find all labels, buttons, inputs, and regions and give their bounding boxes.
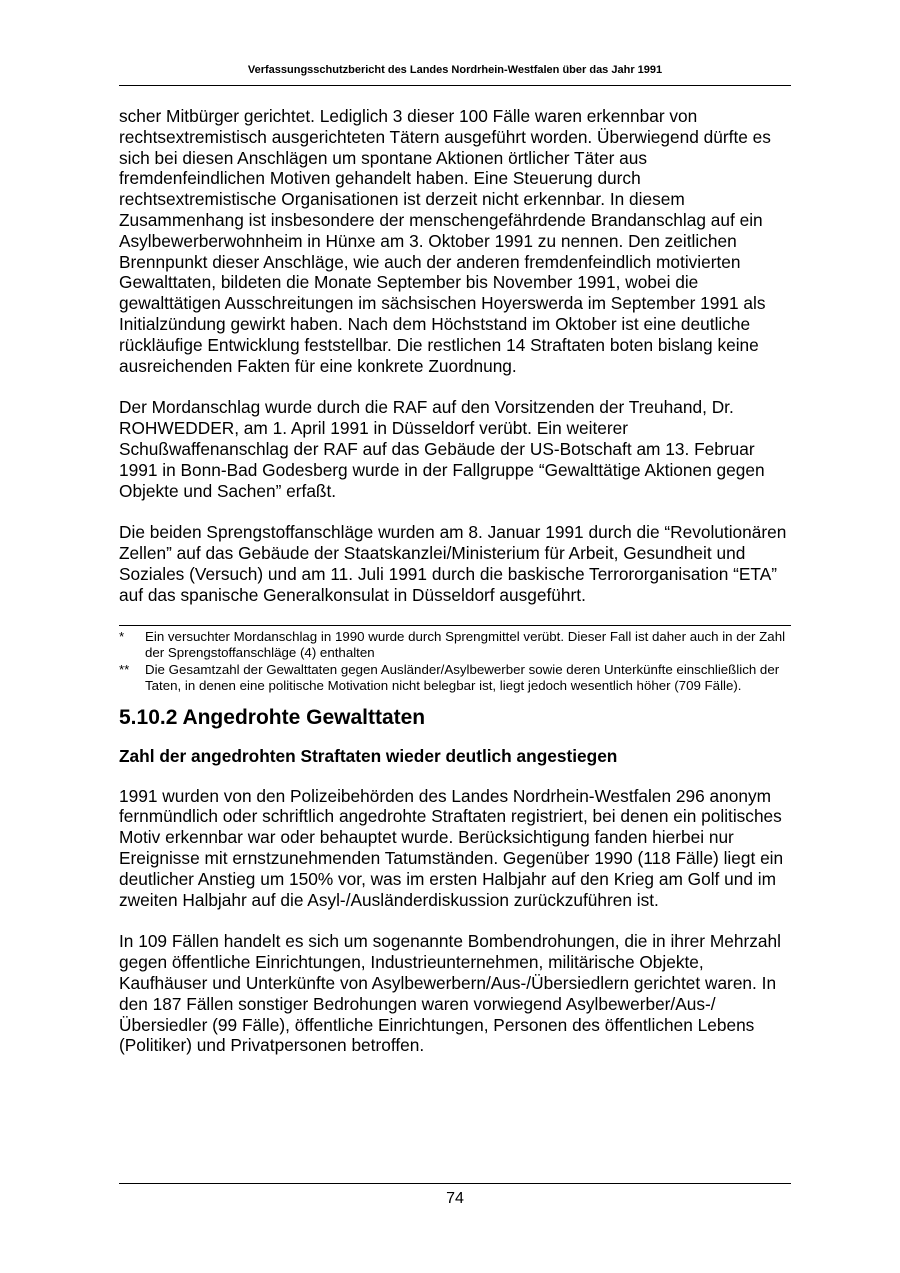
footnote-divider bbox=[119, 625, 791, 626]
footnote-2 bbox=[119, 662, 791, 695]
page-number: 74 bbox=[446, 1190, 464, 1207]
footnote-text: Ein versuchter Mordanschlag in 1990 wurde durch Sprengmittel verübt. Dieser Fall ist daher auch in der Zahl der Sprengstoffanschläge (4) enthalten bbox=[145, 628, 786, 661]
paragraph-2: Der Mordanschlag wurde durch die RAF auf den Vorsitzenden der Treuhand, Dr. ROHWEDDER, am 1. April 1991 in Düsseldorf verübt. Ein weiterer Schußwaffenanschlag der RAF auf das Gebäude der US-Botschaft am 13. Februar 1991 in Bonn-Bad Godesberg wurde in der Fallgruppe “Gewalttätige Aktionen gegen Objekte und Sachen” erfaßt. bbox=[119, 397, 765, 501]
footer-divider bbox=[119, 1183, 791, 1184]
paragraph-3: Die beiden Sprengstoffanschläge wurden am 8. Januar 1991 durch die “Revolutionären Zellen” auf das Gebäude der Staatskanzlei/Ministerium für Arbeit, Gesundheit und Soziales (Versuch) und am 11. Juli 1991 durch die baskische Terrororganisation “ETA” auf das spanische Generalkonsulat in Düsseldorf ausgeführt. bbox=[119, 522, 787, 605]
footnote-mark: ** bbox=[119, 661, 130, 677]
footnote-1 bbox=[119, 629, 791, 662]
running-header: Verfassungsschutzbericht des Landes Nordrhein-Westfalen über das Jahr 1991 bbox=[247, 64, 663, 76]
paragraph-4: 1991 wurden von den Polizeibehörden des Landes Nordrhein-Westfalen 296 anonym fernmündlich oder schriftlich angedrohte Straftaten registriert, bei denen ein politisches Motiv erkennbar war oder behauptet wurde. Berücksichtigung fanden hierbei nur Ereignisse mit ernstzunehmenden Tatumständen. Gegenüber 1990 (118 Fälle) liegt ein deutlicher Anstieg um 150% vor, was im ersten Halbjahr auf den Krieg am Golf und im zweiten Halbjahr auf die Asyl-/Ausländerdiskussion zurückzuführen ist. bbox=[119, 785, 784, 910]
footnote-mark: * bbox=[119, 628, 125, 644]
paragraph-1: scher Mitbürger gerichtet. Lediglich 3 dieser 100 Fälle waren erkennbar von rechtsextremistisch ausgerichteten Tätern ausgeführt worden. Überwiegend dürfte es sich bei diesen Anschlägen um spontane Aktionen örtlicher Täter aus fremdenfeindlichen Motiven gehandelt haben. Eine Steuerung durch rechtsextremistische Organisationen ist derzeit nicht erkennbar. In diesem Zusammenhang ist insbesondere der menschengefährdende Brandanschlag auf ein Asylbewerberwohnheim in Hünxe am 3. Oktober 1991 zu nennen. Den zeitlichen Brennpunkt dieser Anschläge, wie auch der anderen fremdenfeindlich motivierten Gewalttaten, bildeten die Monate September bis November 1991, wobei die gewalttätigen Ausschreitungen im sächsischen Hoyerswerda im September 1991 als Initialzündung gewirkt haben. Nach dem Höchststand im Oktober ist eine deutliche rückläufige Entwicklung feststellbar. Die restlichen 14 Straftaten boten bislang keine ausreichenden Fakten für eine konkrete Zuordnung. bbox=[119, 106, 771, 376]
paragraph-5: In 109 Fällen handelt es sich um sogenannte Bombendrohungen, die in ihrer Mehrzahl gegen öffentliche Einrichtungen, Industrieunternehmen, militärische Objekte, Kaufhäuser und Unterkünfte von Asylbewerbern/Aus-/Übersiedlern gerichtet waren. In den 187 Fällen sonstiger Bedrohungen waren vorwiegend Asylbewerber/Aus-/Übersiedler (99 Fälle), öffentliche Einrichtungen, Personen des öffentlichen Lebens (Politiker) und Privatpersonen betroffen. bbox=[119, 931, 781, 1056]
section-heading: 5.10.2 Angedrohte Gewalttaten bbox=[119, 705, 426, 729]
page-body bbox=[119, 106, 791, 1056]
footnote-text: Die Gesamtzahl der Gewalttaten gegen Ausländer/Asylbewerber sowie deren Unterkünfte einschließlich der Taten, in denen eine politische Motivation nicht belegbar ist, liegt jedoch wesentlich höher (709 Fälle). bbox=[145, 661, 780, 694]
header-divider bbox=[119, 85, 791, 86]
section-subheading: Zahl der angedrohten Straftaten wieder deutlich angestiegen bbox=[119, 745, 618, 766]
